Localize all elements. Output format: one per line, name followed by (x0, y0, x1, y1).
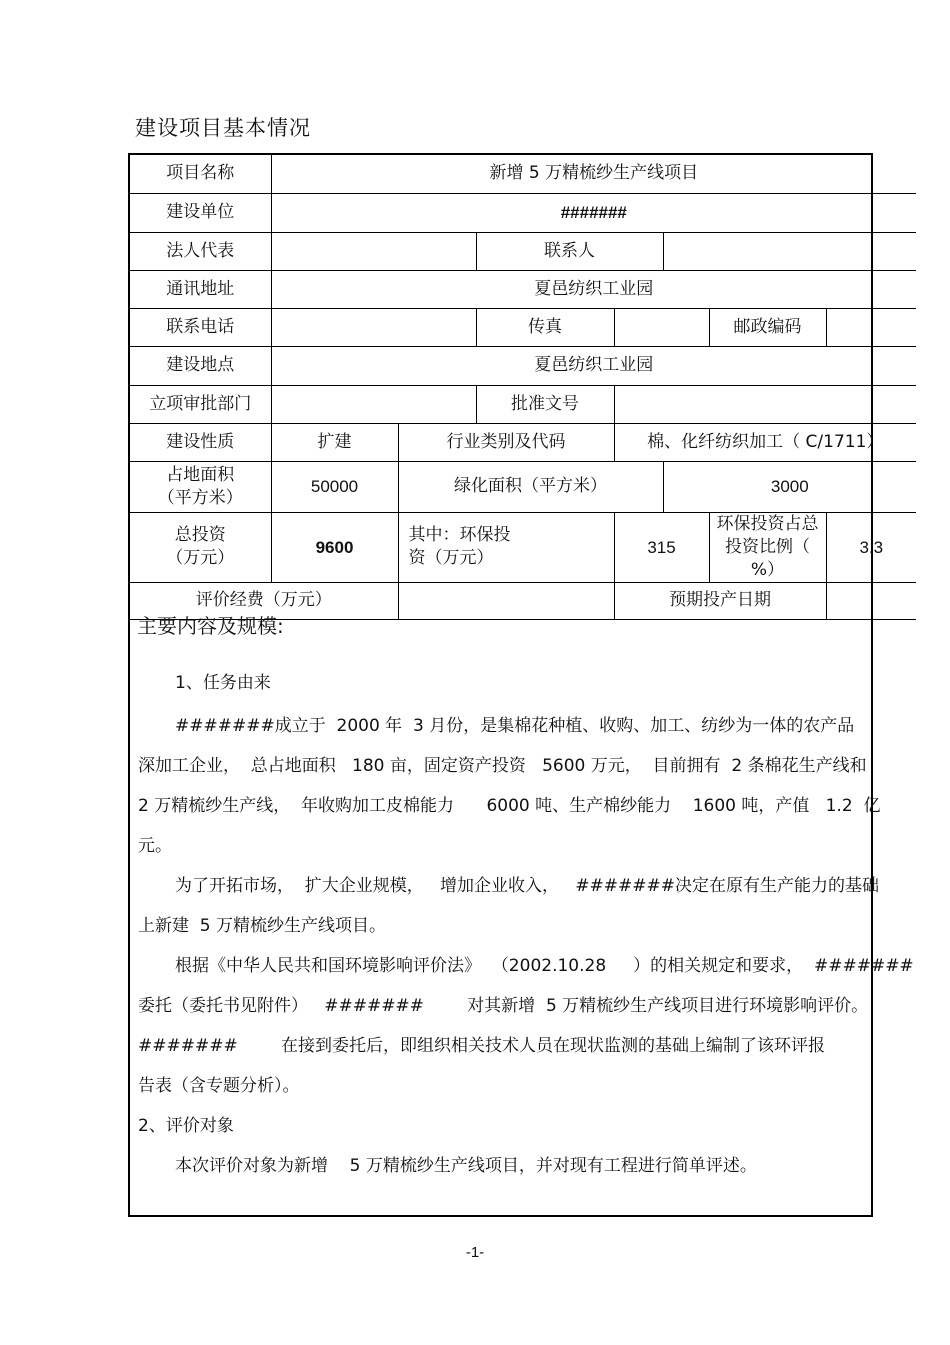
investment-label-2: （万元） (166, 548, 235, 568)
subsection-eval-object: 2、评价对象 (138, 1116, 234, 1136)
land-area-label-2: （平方米） (157, 487, 243, 508)
paragraph-2-line-2: 上新建 5 万精梳纱生产线项目。 (138, 916, 387, 936)
approval-dept-value (271, 385, 476, 423)
site-label: 建设地点 (130, 346, 271, 385)
section-title: 主要内容及规模: (137, 614, 284, 638)
paragraph-1-line-1: #######成立于 2000 年 3 月份，是集棉花种植、收购、加工、纺纱为一体的农产品 (175, 716, 855, 736)
paragraph-3-line-2: 委托（委托书见附件） ####### 对其新增 5 万精梳纱生产线项目进行环境影响评价。 (138, 996, 869, 1016)
green-area-label: 绿化面积（平方米） (398, 461, 663, 512)
investment-value: 9600 (271, 512, 398, 582)
industry-label: 行业类别及代码 (398, 423, 614, 461)
contact-label: 联系人 (476, 232, 663, 270)
env-invest-label-2: 资（万元） (408, 548, 494, 568)
land-area-value: 50000 (271, 461, 398, 512)
row-area (130, 461, 916, 512)
project-info-table (130, 155, 916, 620)
row-address (130, 270, 916, 308)
industry-value: 棉、化纤纺织加工（ C/1711） (614, 423, 916, 461)
row-nature (130, 423, 916, 461)
paragraph-1-line-2: 深加工企业， 总占地面积 180 亩，固定资产投资 5600 万元， 目前拥有 2 条棉花生产线和 (138, 756, 867, 776)
row-phone (130, 308, 916, 346)
paragraph-4-line-1: 本次评价对象为新增 5 万精梳纱生产线项目，并对现有工程进行简单评述。 (175, 1156, 757, 1176)
row-project-name (130, 155, 916, 193)
page-number: -1- (465, 1244, 485, 1261)
fax-value (614, 308, 709, 346)
start-date-label: 预期投产日期 (614, 582, 826, 619)
env-ratio-label-2: 投资比例（ %） (725, 536, 810, 580)
approval-no-value (614, 385, 916, 423)
paragraph-1-line-3: 2 万精梳纱生产线， 年收购加工皮棉能力 6000 吨、生产棉纱能力 1600 吨，产值 1.2 亿 (138, 796, 881, 816)
paragraph-1-line-4: 元。 (138, 836, 172, 856)
start-date-value (826, 582, 916, 619)
approval-no-label: 批准文号 (476, 385, 614, 423)
env-invest-label (398, 512, 614, 582)
paragraph-3-line-4: 告表（含专题分析）。 (138, 1076, 300, 1096)
address-label: 通讯地址 (130, 270, 271, 308)
info-form (128, 153, 914, 1217)
paragraph-3-line-3: ####### 在接到委托后，即组织相关技术人员在现状监测的基础上编制了该环评报 (138, 1036, 825, 1056)
approval-dept-label: 立项审批部门 (130, 385, 271, 423)
legal-rep-label: 法人代表 (130, 232, 271, 270)
env-ratio-label (709, 512, 826, 582)
green-area-value: 3000 (663, 461, 916, 512)
subsection-task-origin: 1、任务由来 (175, 673, 271, 693)
land-area-label (130, 461, 271, 512)
phone-value (271, 308, 476, 346)
postcode-value (826, 308, 916, 346)
land-area-label-1: 占地面积 (166, 464, 235, 485)
site-value: 夏邑纺织工业园 (271, 346, 916, 385)
row-site (130, 346, 916, 385)
phone-label: 联系电话 (130, 308, 271, 346)
unit-label: 建设单位 (130, 193, 271, 232)
fax-label: 传真 (476, 308, 614, 346)
paragraph-3-line-1: 根据《中华人民共和国环境影响评价法》 （2002.10.28 ）的相关规定和要求， ####### (175, 956, 914, 976)
row-unit (130, 193, 916, 232)
nature-label: 建设性质 (130, 423, 271, 461)
eval-fee-value (398, 582, 614, 619)
unit-value: ####### (271, 193, 916, 232)
postcode-label: 邮政编码 (709, 308, 826, 346)
investment-label (130, 512, 271, 582)
row-investment (130, 512, 916, 582)
legal-rep-value (271, 232, 476, 270)
contact-value (663, 232, 916, 270)
env-ratio-value: 3.3 (826, 512, 916, 582)
env-invest-label-1: 其中：环保投 (408, 525, 511, 545)
project-name-value: 新增 5 万精梳纱生产线项目 (271, 155, 916, 193)
page-title: 建设项目基本情况 (135, 116, 311, 140)
eval-fee-label: 评价经费（万元） (130, 582, 398, 619)
row-approval (130, 385, 916, 423)
nature-value: 扩建 (271, 423, 398, 461)
investment-label-1: 总投资 (174, 525, 226, 545)
address-value: 夏邑纺织工业园 (271, 270, 916, 308)
row-legal (130, 232, 916, 270)
env-invest-value: 315 (614, 512, 709, 582)
project-name-label: 项目名称 (130, 155, 271, 193)
env-ratio-label-1: 环保投资占总 (716, 513, 819, 534)
paragraph-2-line-1: 为了开拓市场， 扩大企业规模， 增加企业收入， #######决定在原有生产能力的基础 (175, 876, 879, 896)
